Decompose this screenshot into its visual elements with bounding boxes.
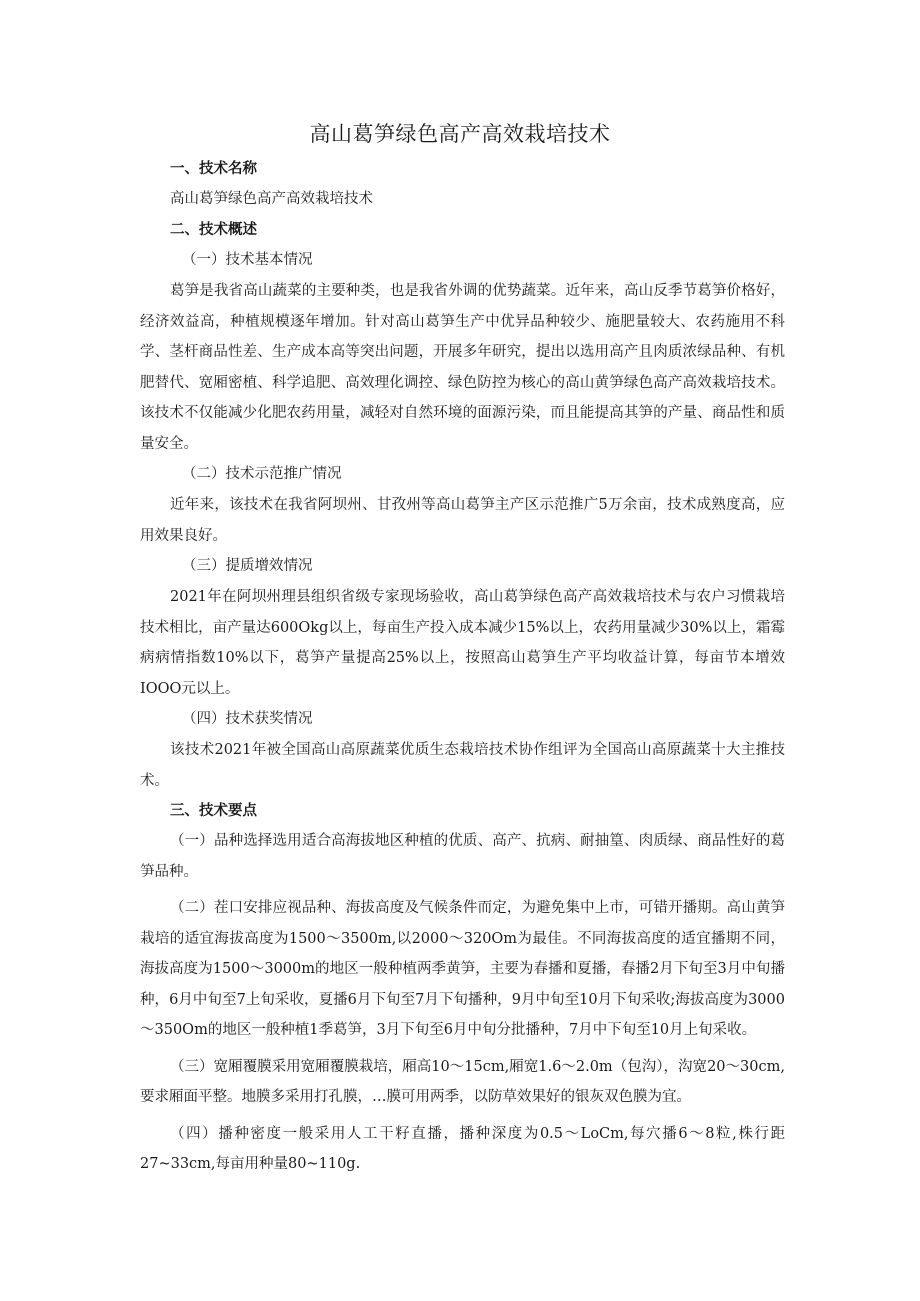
section-heading-tech-name: 一、技术名称 (170, 161, 257, 177)
paragraph-demo-promotion: 近年来，该技术在我省阿坝州、甘孜州等高山葛笋主产区示范推广5万余亩，技术成熟度高，应用效果良好。 (140, 497, 785, 544)
paragraph-variety-selection: （一）品种选择选用适合高海拔地区种植的优质、高产、抗病、耐抽篁、肉质绿、商品性好的葛笋品种。 (140, 833, 785, 880)
section-heading-overview: 二、技术概述 (170, 222, 257, 238)
subheading-quality-efficiency: （三）提质增效情况 (182, 558, 313, 574)
paragraph-awards: 该技术2021年被全国高山高原蔬菜优质生态栽培技术协作组评为全国高山高原蔬菜十大主推技术。 (140, 742, 785, 789)
subheading-basic-info: （一）技术基本情况 (182, 252, 313, 268)
section-heading-key-points: 三、技术要点 (170, 803, 257, 819)
subheading-demo-promotion: （二）技术示范推广情况 (182, 466, 342, 482)
paragraph-mulching: （三）宽厢覆膜采用宽厢覆膜栽培，厢高10～15cm,厢宽1.6～2.0m（包沟），沟宽20～30cm,要求厢面平整。地膜多采用打孔膜，…膜可用两季，以防草效果好的银灰双色膜为宜。 (140, 1058, 785, 1105)
document-body (140, 154, 785, 1186)
tech-name-text: 高山葛笋绿色高产高效栽培技术 (170, 191, 373, 207)
paragraph-planting-schedule: （二）茬口安排应视品种、海拔高度及气候条件而定，为避免集中上市，可错开播期。高山黄笋栽培的适宜海拔高度为1500～3500m,以2000～320Om为最佳。不同海拔高度的适宜播期不同，海拔高度为1500～3000m的地区一般种植两季黄笋，主要为春播和夏播，春播2月下旬至3月中旬播种，6月中旬至7上旬采收，夏播6月下旬至7月下旬播种，9月中旬至10月下旬采收;海拔高度为3000～350Om的地区一般种植1季葛笋，3月下旬至6月中旬分批播种，7月中下旬至10月上旬采收。 (140, 900, 785, 1038)
subheading-awards: （四）技术获奖情况 (182, 711, 313, 727)
paragraph-sowing-density: （四）播种密度一般采用人工干籽直播，播种深度为0.5～LoCm,每穴播6～8粒,株行距27~33cm,每亩用种量80~110g. (140, 1125, 785, 1172)
page-title: 高山葛笋绿色高产高效栽培技术 (309, 122, 611, 146)
paragraph-basic-info: 葛笋是我省高山蔬菜的主要种类，也是我省外调的优势蔬菜。近年来，高山反季节葛笋价格好，经济效益高，种植规模逐年增加。针对高山葛笋生产中优异品种较少、施肥量较大、农药施用不科学、茎杆商品性差、生产成本高等突出问题，开展多年研究，提出以选用高产且肉质浓绿品种、有机肥替代、宽厢密植、科学追肥、高效理化调控、绿色防控为核心的高山黄笋绿色高产高效栽培技术。该技术不仅能减少化肥农药用量，减轻对自然环境的面源污染，而且能提高其笋的产量、商品性和质量安全。 (140, 283, 785, 452)
paragraph-quality-efficiency: 2021年在阿坝州理县组织省级专家现场验收，高山葛笋绿色高产高效栽培技术与农户习惯栽培技术相比，亩产量达600Okg以上，每亩生产投入成本减少15%以上，农药用量减少30%以上，霜霉病病情指数10%以下，葛笋产量提高25%以上，按照高山葛笋生产平均收益计算，每亩节本增效IOOO元以上。 (140, 589, 785, 697)
